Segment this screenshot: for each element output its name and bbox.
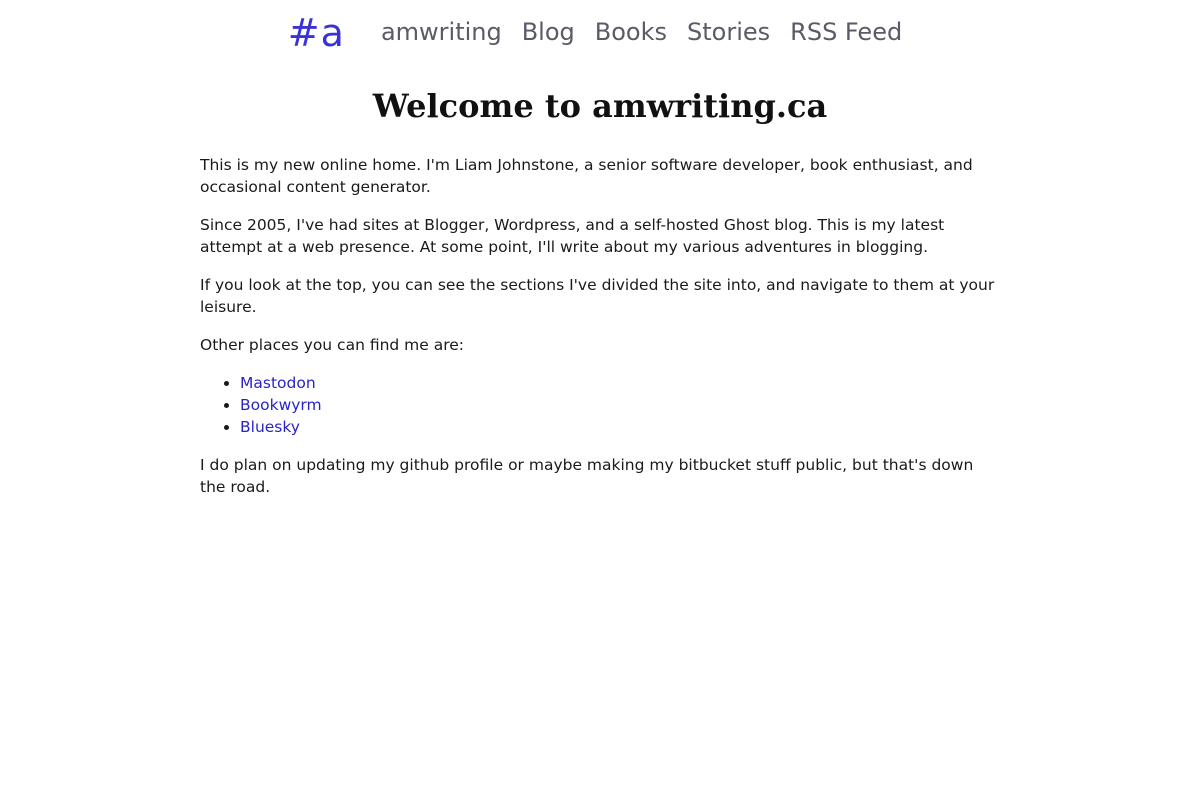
nav-link-stories[interactable]: Stories <box>687 18 771 46</box>
nav-link-blog[interactable]: Blog <box>521 18 575 46</box>
bluesky-link[interactable]: Bluesky <box>240 418 300 436</box>
social-links-list <box>200 372 1000 438</box>
intro-paragraph: This is my new online home. I'm Liam Johnstone, a senior software developer, book enthusiast, and occasional content generator. <box>200 156 973 196</box>
list-item <box>240 394 1000 416</box>
nav-link-rss-feed[interactable]: RSS Feed <box>790 18 903 46</box>
mastodon-link[interactable]: Mastodon <box>240 374 316 392</box>
nav-link-books[interactable]: Books <box>594 18 668 46</box>
bookwyrm-link[interactable]: Bookwyrm <box>240 396 322 414</box>
page-title: Welcome to amwriting.ca <box>372 87 828 125</box>
navigation-paragraph: If you look at the top, you can see the sections I've divided the site into, and navigate to them at your leisure. <box>200 276 995 316</box>
list-item <box>240 372 1000 394</box>
nav-link-amwriting[interactable]: amwriting <box>380 18 502 46</box>
main-content <box>200 84 1000 514</box>
other-places-paragraph: Other places you can find me are: <box>200 336 465 354</box>
history-paragraph: Since 2005, I've had sites at Blogger, Wordpress, and a self-hosted Ghost blog. This is my latest attempt at a web presence. At some point, I'll write about my various adventures in blogging. <box>200 216 945 256</box>
list-item <box>240 416 1000 438</box>
closing-paragraph: I do plan on updating my github profile or maybe making my bitbucket stuff public, but that's down the road. <box>200 456 974 496</box>
site-logo[interactable]: #a <box>287 11 345 55</box>
top-nav <box>0 0 1200 64</box>
